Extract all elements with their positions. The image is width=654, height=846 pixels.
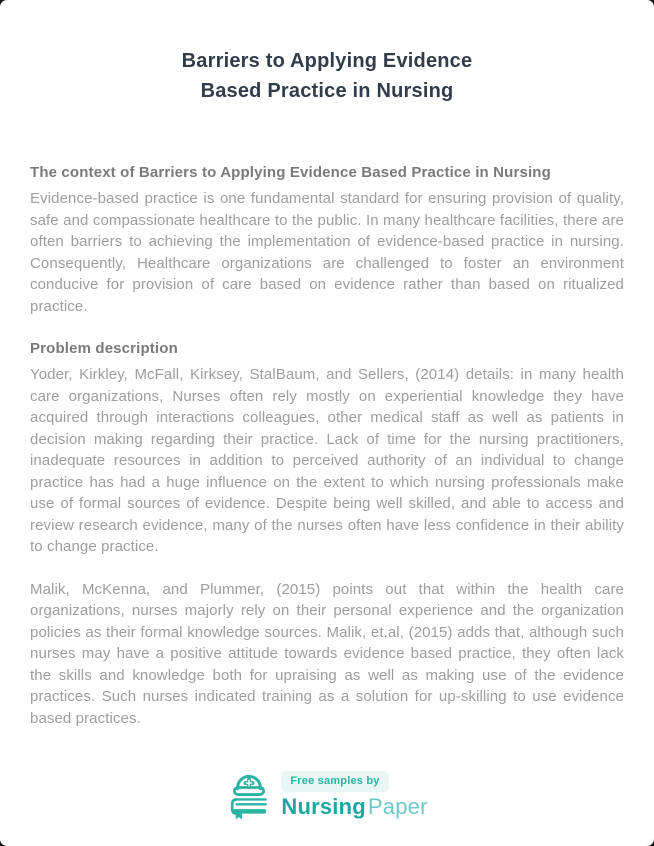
page-title-line-1: Barriers to Applying Evidence [181,50,473,72]
brand-name-nursing: Nursing [281,794,366,819]
nurse-cap-book-icon [226,770,272,820]
brand-text [281,771,427,819]
section-heading-context: The context of Barriers to Applying Evidence Based Practice in Nursing [30,164,551,181]
problem-paragraph-2: Malik, McKenna, and Plummer, (2015) points out that within the health care organizations, nurses majorly rely on their personal experience and the organization policies as their formal knowledge sources. Malik, et.al, (2015) adds that, although such nurses may have a positive attitude towards evidence based practice, they often lack the skills and knowledge both for upraising as well as making use of the evidence practices. Such nurses indicated training as a solution for up-skilling to use evidence based practices. [30,580,624,727]
brand-name-paper: Paper [367,794,428,819]
document-body [0,162,654,729]
context-paragraph: Evidence-based practice is one fundamental standard for ensuring provision of quality, safe and compassionate healthcare to the public. In many healthcare facilities, there are often barriers to achieving the implementation of evidence-based practice in nursing. Consequently, Healthcare organizations are challenged to foster an environment conducive for provision of care based on evidence rather than based on ritualized practice. [30,190,624,315]
page-title-line-2: Based Practice in Nursing [200,80,454,102]
brand-footer [0,770,654,820]
section-heading-problem-description: Problem description [30,340,178,357]
problem-paragraph-1: Yoder, Kirkley, McFall, Kirksey, StalBaum, and Sellers, (2014) details: in many health care organizations, Nurses often rely mostly on experiential knowledge they have acquired through interactions colleagues, other medical staff as well as patients in decision making regarding their practice. Lack of time for the nursing practitioners, inadequate resources in addition to perceived authority of an individual to change practice has had a huge influence on the extent to which nursing professionals make use of formal sources of evidence. Despite being well skilled, and able to access and review research evidence, many of the nurses often have less confidence in their ability to change practice. [30,366,624,555]
free-samples-badge: Free samples by [281,771,388,792]
brand-name [281,794,427,819]
page-title [117,46,537,106]
